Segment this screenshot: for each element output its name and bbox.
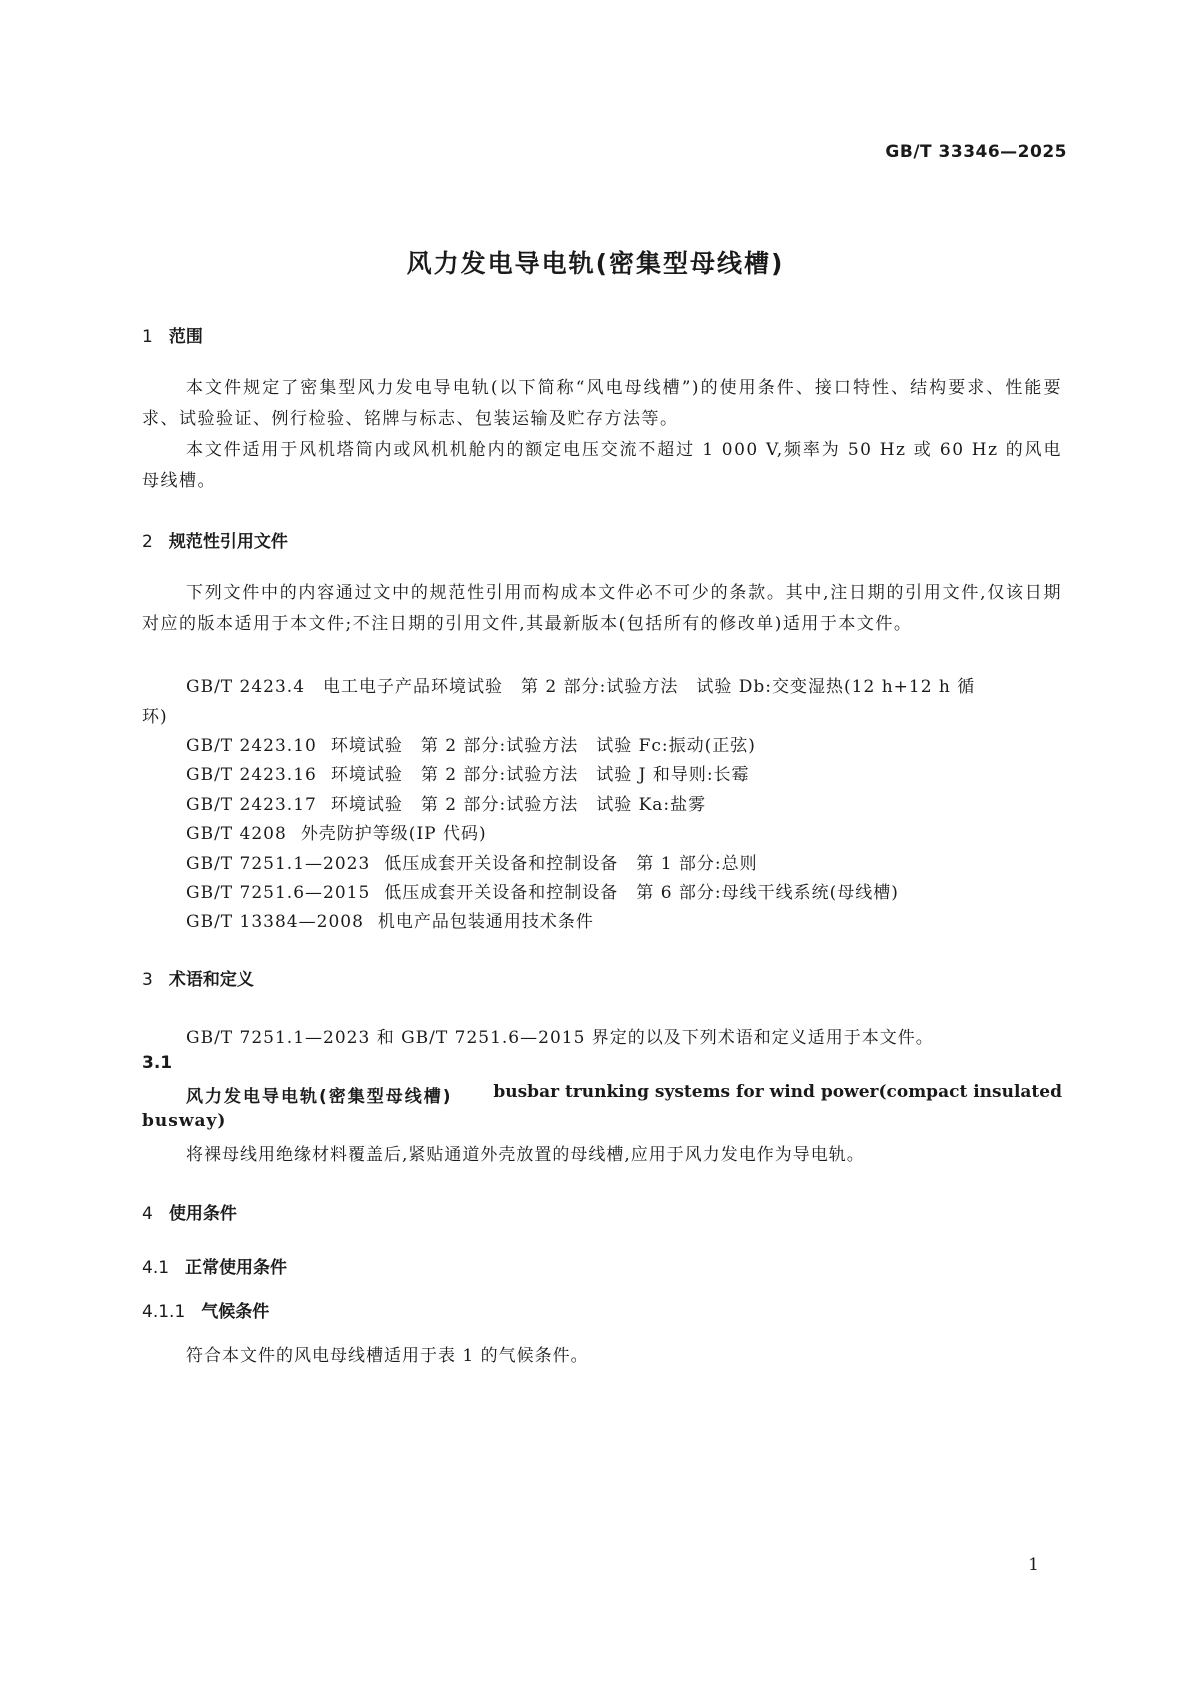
subsection-4-1-1-heading <box>142 1297 269 1322</box>
section-title: 范围 <box>168 327 203 347</box>
reference-item <box>186 819 487 844</box>
section-number: 4 <box>142 1204 153 1224</box>
reference-title: 低压成套开关设备和控制设备 第 6 部分:母线干线系统(母线槽) <box>384 883 899 903</box>
page-number: 1 <box>1028 1555 1039 1575</box>
section-number: 2 <box>142 532 153 552</box>
subsection-number: 4.1.1 <box>142 1302 186 1322</box>
references-intro: 下列文件中的内容通过文中的规范性引用而构成本文件必不可少的条款。其中,注日期的引用文件,仅该日期对应的版本适用于本文件;不注日期的引用文件,其最新版本(包括所有的修改单)适用于本文件。 <box>142 583 1062 634</box>
term-definition: 将裸母线用绝缘材料覆盖后,紧贴通道外壳放置的母线槽,应用于风力发电作为导电轨。 <box>186 1145 865 1165</box>
subsection-title: 气候条件 <box>201 1302 270 1322</box>
reference-item <box>186 907 594 932</box>
reference-code: GB/T 2423.16 <box>186 765 317 785</box>
section-number: 3 <box>142 970 153 990</box>
reference-line-continued: 环) <box>142 707 168 727</box>
subsection-title: 正常使用条件 <box>185 1258 288 1278</box>
term-chinese: 风力发电导电轨(密集型母线槽) <box>186 1087 453 1107</box>
subsection-4-1-heading <box>142 1253 287 1278</box>
scope-paragraph-2: 本文件适用于风机塔筒内或风机机舱内的额定电压交流不超过 1 000 V,频率为 50 Hz 或 60 Hz 的风电母线槽。 <box>142 440 1062 491</box>
reference-code: GB/T 7251.1—2023 <box>186 854 371 874</box>
standard-code: GB/T 33346—2025 <box>885 142 1067 162</box>
scope-paragraph-1: 本文件规定了密集型风力发电导电轨(以下简称“风电母线槽”)的使用条件、接口特性、结构要求、性能要求、试验验证、例行检验、铭牌与标志、包装运输及贮存方法等。 <box>142 378 1062 429</box>
reference-code: GB/T 13384—2008 <box>186 912 364 932</box>
terms-intro: GB/T 7251.1—2023 和 GB/T 7251.6—2015 界定的以及下列术语和定义适用于本文件。 <box>186 1028 934 1048</box>
reference-item <box>186 760 750 785</box>
section-4-heading <box>142 1199 237 1224</box>
reference-title: 低压成套开关设备和控制设备 第 1 部分:总则 <box>384 854 758 874</box>
reference-line: GB/T 2423.4 电工电子产品环境试验 第 2 部分:试验方法 试验 Db:交变湿热(12 h+12 h 循 <box>186 677 976 697</box>
reference-title: 环境试验 第 2 部分:试验方法 试验 Fc:振动(正弦) <box>330 736 756 756</box>
reference-title: 环境试验 第 2 部分:试验方法 试验 Ka:盐雾 <box>330 795 707 815</box>
section-3-heading <box>142 965 254 990</box>
subsection-number: 4.1 <box>142 1258 170 1278</box>
section-title: 术语和定义 <box>168 970 254 990</box>
reference-item <box>186 790 706 815</box>
reference-code: GB/T 7251.6—2015 <box>186 883 371 903</box>
reference-item <box>186 731 756 756</box>
term-english-continued: busway) <box>142 1111 227 1131</box>
section-title: 使用条件 <box>168 1204 237 1224</box>
reference-title: 外壳防护等级(IP 代码) <box>300 824 487 844</box>
term-number: 3.1 <box>142 1053 173 1073</box>
reference-code: GB/T 2423.17 <box>186 795 317 815</box>
reference-item <box>186 849 758 874</box>
reference-title: 机电产品包装通用技术条件 <box>377 912 594 932</box>
section-1-heading <box>142 322 203 347</box>
term-entry <box>186 1082 1062 1107</box>
reference-code: GB/T 4208 <box>186 824 287 844</box>
reference-title: 环境试验 第 2 部分:试验方法 试验 J 和导则:长霉 <box>330 765 750 785</box>
section-2-heading <box>142 527 288 552</box>
section-number: 1 <box>142 327 153 347</box>
section-title: 规范性引用文件 <box>168 532 288 552</box>
document-title: 风力发电导电轨(密集型母线槽) <box>406 249 785 278</box>
term-english: busbar trunking systems for wind power(compact insulated <box>493 1082 1062 1102</box>
climate-paragraph: 符合本文件的风电母线槽适用于表 1 的气候条件。 <box>186 1346 589 1366</box>
reference-code: GB/T 2423.10 <box>186 736 317 756</box>
reference-item <box>186 878 899 903</box>
